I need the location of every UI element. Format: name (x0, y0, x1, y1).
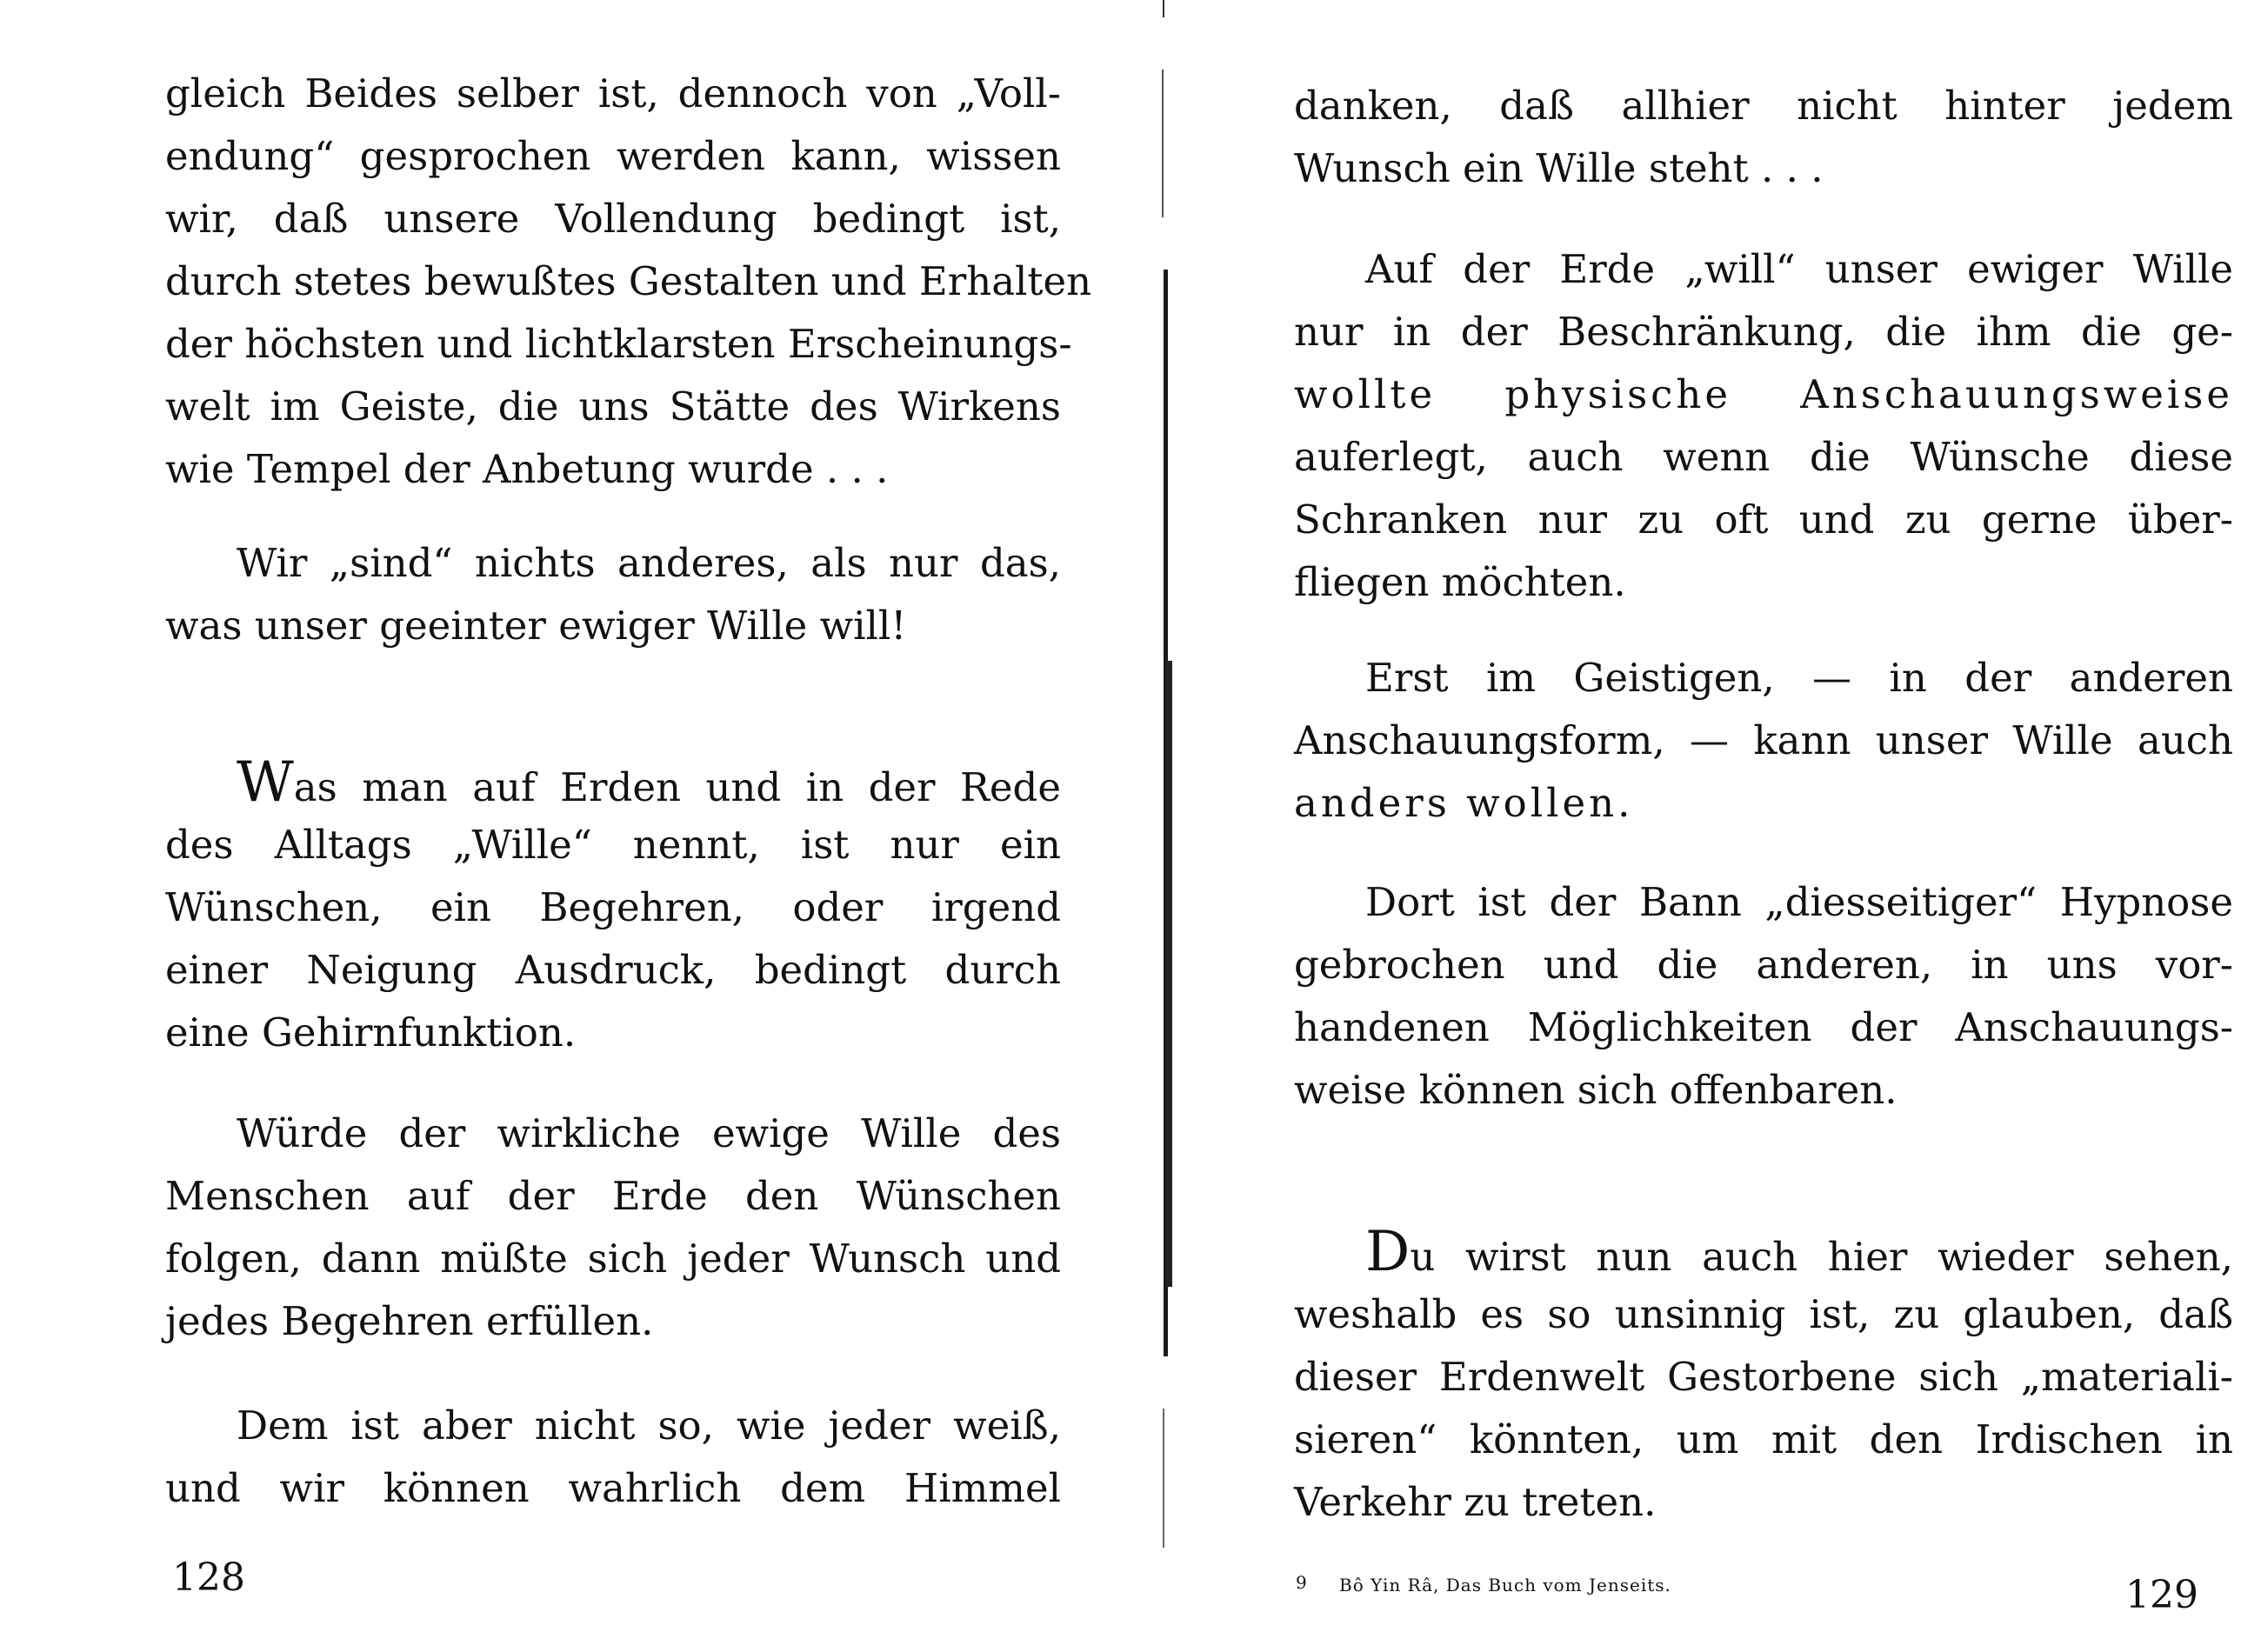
text-line: sieren“ könnten, um mit den Irdischen in (1294, 1416, 2233, 1462)
text-line: Anschauungsform, — kann unser Wille auch (1294, 717, 2233, 763)
text-line: Schranken nur zu oft und zu gerne über- (1294, 496, 2233, 543)
text-line: fliegen möchten. (1294, 559, 1626, 605)
text-line: gleich Beides selber ist, dennoch von „Voll- (165, 70, 1061, 117)
text-line: weshalb es so unsinnig ist, zu glauben, daß (1294, 1291, 2233, 1337)
text-line: auferlegt, auch wenn die Wünsche diese (1294, 434, 2233, 480)
text-line-with-dropcap (1294, 1221, 2233, 1283)
text-line: Wir „sind“ nichts anderes, als nur das, (237, 540, 1061, 586)
text-fragment: as man auf Erden und in der Rede (293, 764, 1061, 810)
right-paragraph-2 (1294, 238, 2233, 614)
right-paragraph-1 (1294, 75, 2233, 200)
text-line: Erst im Geistigen, — in der anderen (1365, 655, 2233, 701)
left-page (0, 0, 1130, 1652)
drop-cap: D (1365, 1220, 1411, 1284)
text-line: wollte physische Anschauungsweise (1294, 371, 2233, 417)
signature-mark: 9 (1296, 1572, 1308, 1593)
text-line: Menschen auf der Erde den Wünschen (165, 1173, 1061, 1219)
text-line: Auf der Erde „will“ unser ewiger Wille (1365, 246, 2233, 292)
text-line: Dort ist der Bann „diesseitiger“ Hypnose (1365, 879, 2233, 925)
left-paragraph-4 (165, 1102, 1061, 1353)
text-line: und wir können wahrlich dem Himmel (165, 1465, 1061, 1511)
left-paragraph-5 (165, 1395, 1061, 1520)
left-paragraph-3 (165, 751, 1061, 1064)
right-page (1165, 0, 2261, 1652)
footnote: Bô Yin Râ, Das Buch vom Jenseits. (1339, 1575, 1671, 1595)
text-line: durch stetes bewußtes Gestalten und Erhalten (165, 258, 1092, 304)
text-line: nur in der Beschränkung, die ihm die ge- (1294, 309, 2233, 355)
text-line: jedes Begehren erfüllen. (165, 1298, 654, 1344)
text-line: gebrochen und die anderen, in uns vor- (1294, 942, 2233, 988)
text-line: handenen Möglichkeiten der Anschauungs- (1294, 1004, 2233, 1050)
text-fragment: u wirst nun auch hier wieder sehen, (1410, 1234, 2233, 1280)
text-line: einer Neigung Ausdruck, bedingt durch (165, 947, 1061, 993)
left-paragraph-2 (165, 532, 1061, 657)
text-line: endung“ gesprochen werden kann, wissen (165, 133, 1061, 179)
text-line: wie Tempel der Anbetung wurde . . . (165, 446, 889, 492)
right-paragraph-3 (1294, 647, 2233, 835)
text-line: dieser Erdenwelt Gestorbene sich „materiali- (1294, 1354, 2233, 1400)
text-line: welt im Geiste, die uns Stätte des Wirkens (165, 383, 1061, 430)
text-line: eine Gehirnfunktion. (165, 1009, 577, 1056)
text-line: anders wollen. (1294, 780, 1634, 826)
page-number: 128 (172, 1555, 245, 1600)
drop-cap: W (237, 750, 294, 815)
text-line: Verkehr zu treten. (1294, 1479, 1657, 1525)
left-paragraph-1 (165, 63, 1092, 501)
text-line-with-dropcap (165, 751, 1061, 814)
text-line: Wünschen, ein Begehren, oder irgend (165, 884, 1061, 930)
text-line: wir, daß unsere Vollendung bedingt ist, (165, 196, 1061, 242)
text-line: Dem ist aber nicht so, wie jeder weiß, (237, 1402, 1061, 1449)
right-paragraph-5 (1294, 1221, 2233, 1534)
text-line: Würde der wirkliche ewige Wille des (237, 1110, 1061, 1156)
text-line: was unser geeinter ewiger Wille will! (165, 603, 907, 649)
text-line: danken, daß allhier nicht hinter jedem (1294, 83, 2233, 129)
right-paragraph-4 (1294, 871, 2233, 1122)
text-line: Wunsch ein Wille steht . . . (1294, 145, 1824, 191)
text-line: der höchsten und lichtklarsten Erscheinungs- (165, 321, 1072, 367)
page-number: 129 (2125, 1573, 2198, 1617)
text-line: des Alltags „Wille“ nennt, ist nur ein (165, 822, 1061, 868)
text-line: weise können sich offenbaren. (1294, 1067, 1898, 1113)
text-line: folgen, dann müßte sich jeder Wunsch und (165, 1236, 1061, 1282)
